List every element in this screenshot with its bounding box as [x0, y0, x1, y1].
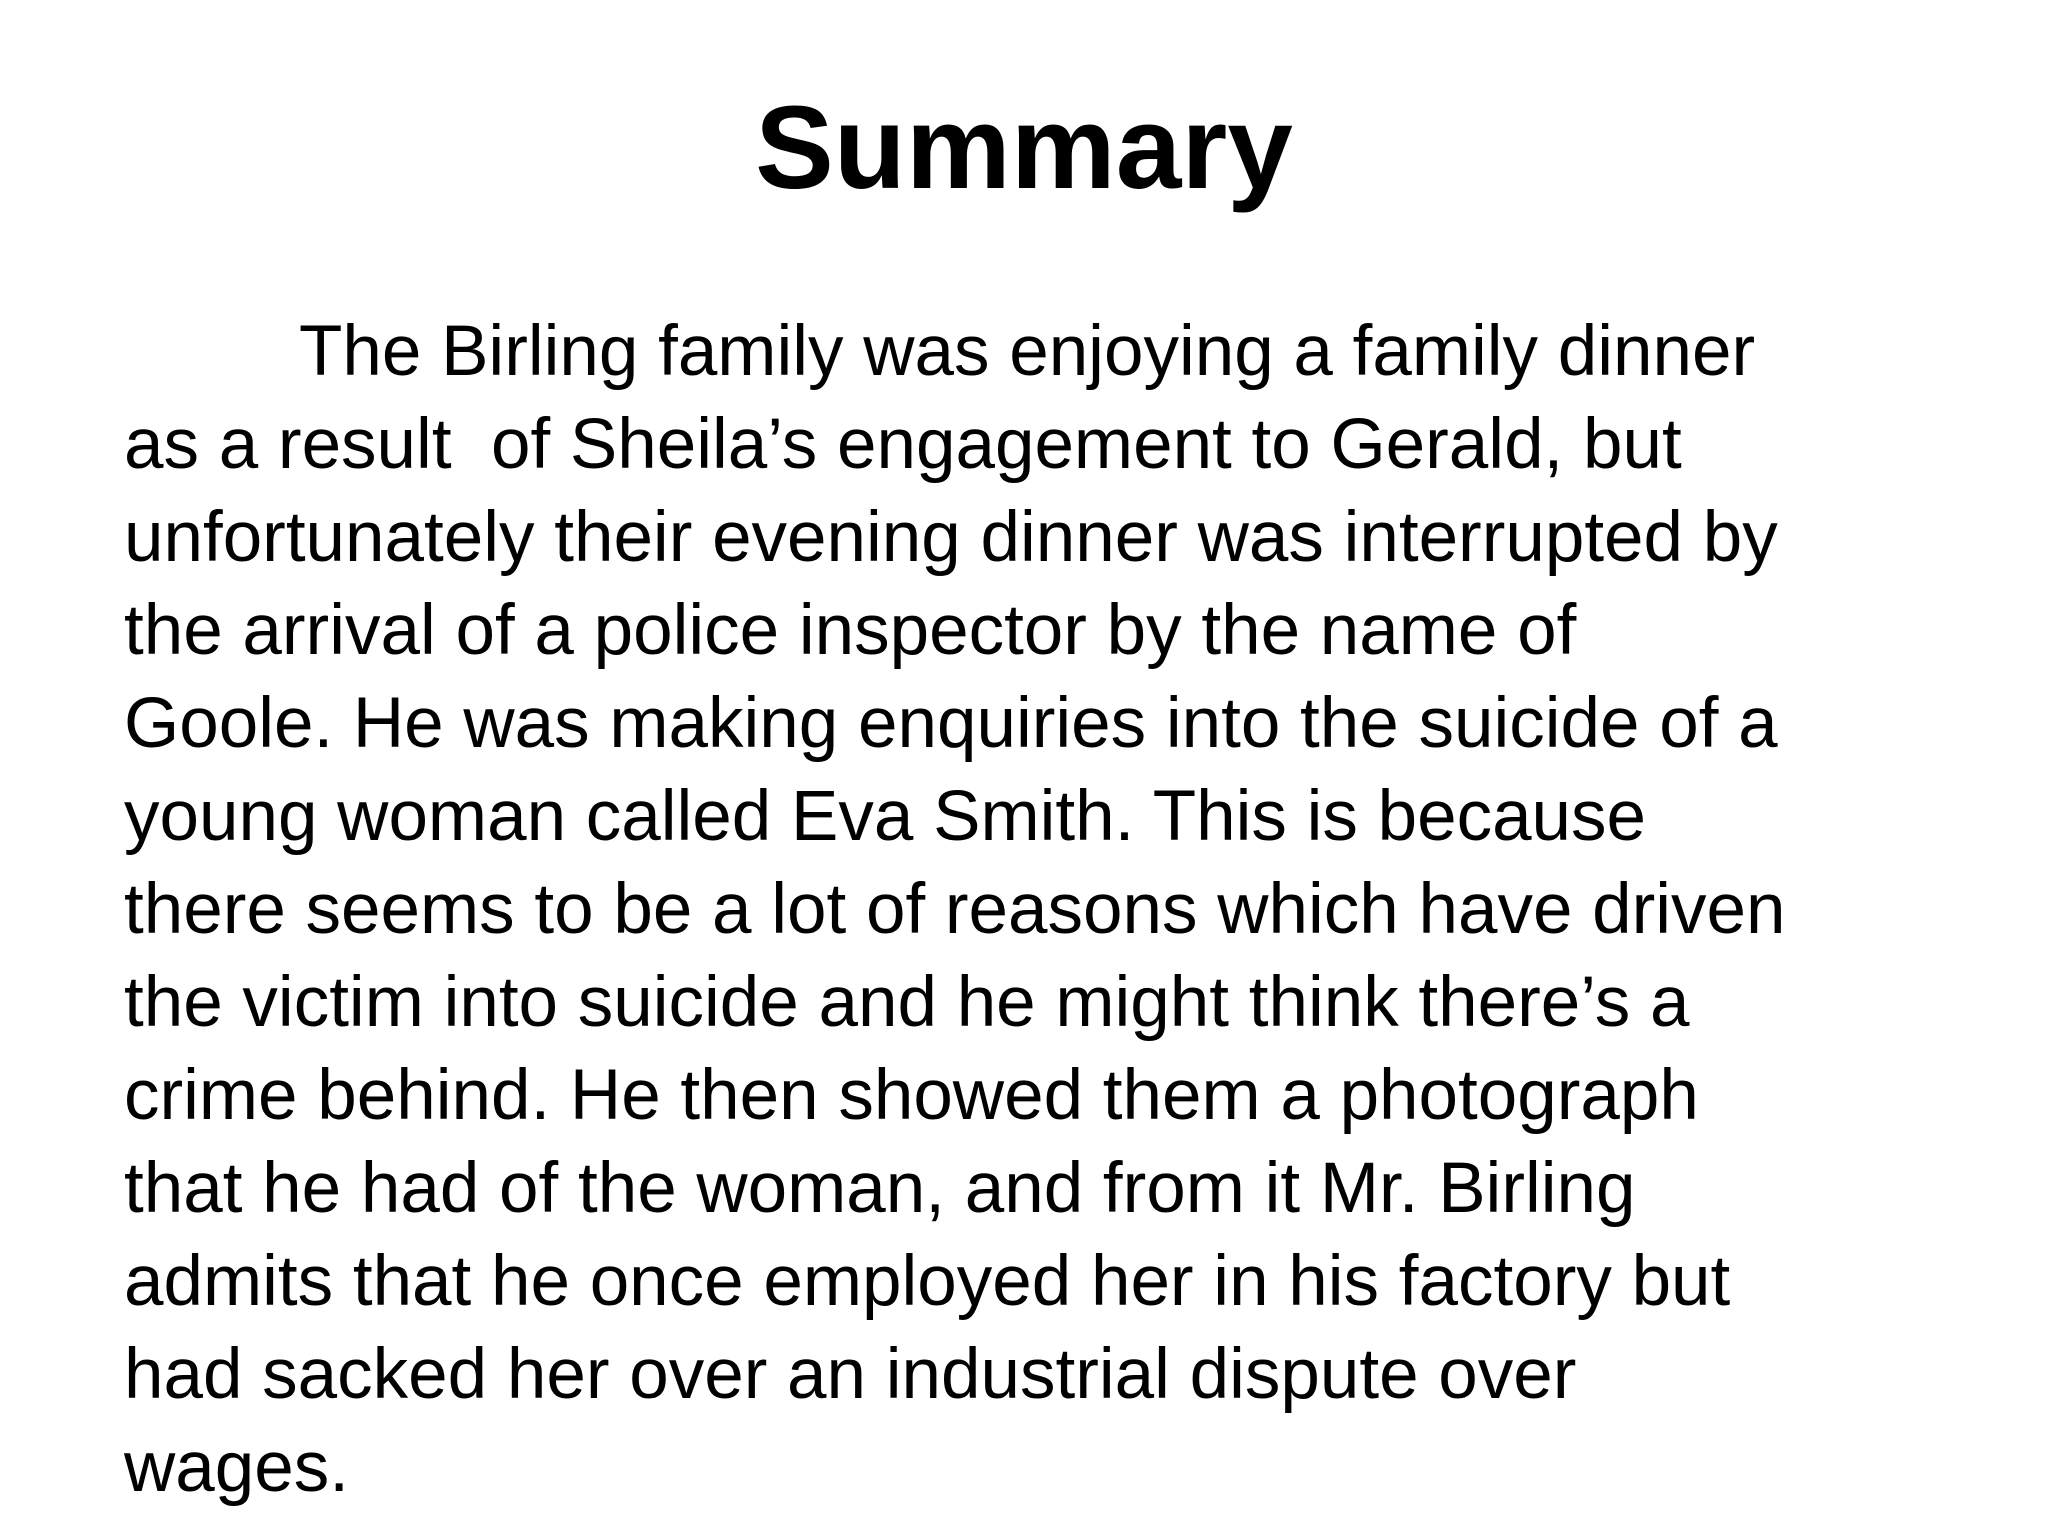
- paragraph-line: had sacked her over an industrial dispute over: [124, 1335, 1577, 1414]
- paragraph-line: admits that he once employed her in his factory but: [124, 1242, 1731, 1321]
- paragraph-line: as a result of Sheila’s engagement to Gerald, but: [124, 405, 1682, 484]
- paragraph-line: unfortunately their evening dinner was interrupted by: [124, 498, 1778, 577]
- paragraph-line: wages.: [124, 1428, 349, 1507]
- summary-paragraph: [124, 305, 2004, 1514]
- paragraph-line: crime behind. He then showed them a photograph: [124, 1056, 1699, 1135]
- paragraph-line: there seems to be a lot of reasons which have driven: [124, 870, 1786, 949]
- paragraph-line: The Birling family was enjoying a family dinner: [299, 312, 1756, 391]
- paragraph-line: Goole. He was making enquiries into the suicide of a: [124, 684, 1778, 763]
- paragraph-line: that he had of the woman, and from it Mr. Birling: [124, 1149, 1636, 1228]
- paragraph-line: the arrival of a police inspector by the name of: [124, 591, 1577, 670]
- paragraph-line: the victim into suicide and he might think there’s a: [124, 963, 1690, 1042]
- paragraph-line: young woman called Eva Smith. This is because: [124, 777, 1647, 856]
- slide-title: Summary: [755, 82, 1293, 214]
